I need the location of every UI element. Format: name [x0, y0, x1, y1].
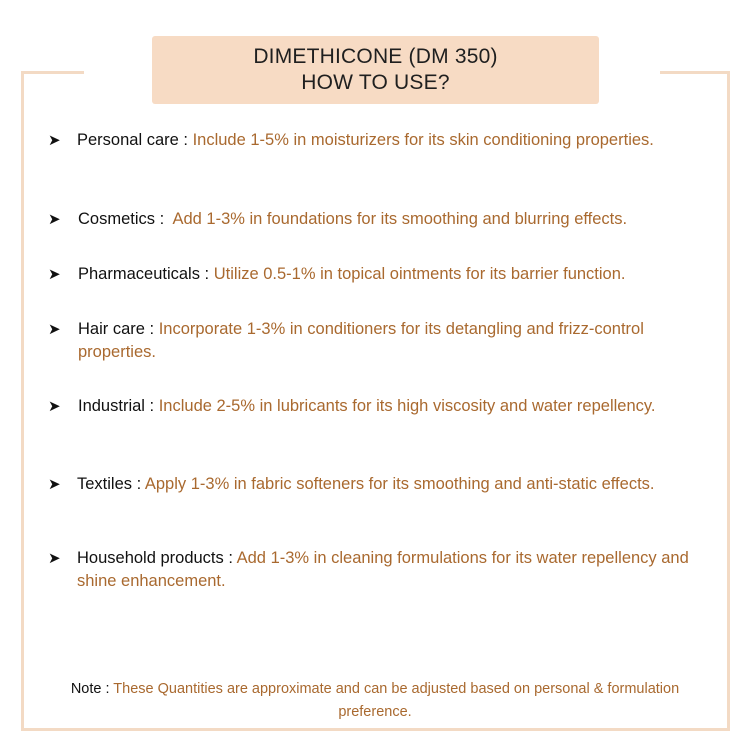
- usage-item-text: [77, 547, 720, 593]
- usage-item-description: Apply 1-3% in fabric softeners for its smoothing and anti-static effects.: [144, 475, 655, 493]
- usage-item-description: Add 1-3% in cleaning formulations for its water repellency and shine enhancement.: [77, 549, 689, 590]
- frame-top-right: [660, 71, 730, 74]
- title-line-2: HOW TO USE?: [301, 71, 450, 94]
- usage-item-text: [77, 129, 720, 152]
- arrow-right-icon: ➤: [48, 266, 61, 283]
- arrow-right-icon: ➤: [48, 550, 61, 567]
- usage-item-label: Pharmaceuticals :: [78, 265, 210, 283]
- usage-item-label: Textiles :: [77, 475, 142, 493]
- title-line-1: DIMETHICONE (DM 350): [253, 45, 498, 68]
- arrow-right-icon: ➤: [48, 398, 61, 415]
- frame-left: [21, 71, 24, 731]
- arrow-right-icon: ➤: [48, 321, 61, 338]
- frame-bottom: [21, 728, 730, 731]
- usage-item-text: [78, 395, 720, 418]
- usage-item-description: Add 1-3% in foundations for its smoothing and blurring effects.: [172, 210, 628, 228]
- usage-item-label: Household products :: [77, 549, 233, 567]
- title-banner: [152, 36, 599, 104]
- usage-item-description: Include 1-5% in moisturizers for its skin conditioning properties.: [192, 131, 654, 149]
- usage-item-label: Cosmetics :: [78, 210, 165, 228]
- usage-item-label: Personal care :: [77, 131, 188, 149]
- usage-item-text: [78, 318, 720, 364]
- footnote-label: Note :: [70, 681, 110, 697]
- usage-item-description: Incorporate 1-3% in conditioners for its detangling and frizz-control properties.: [78, 320, 644, 361]
- usage-item-text: [78, 208, 750, 231]
- usage-item-description: Include 2-5% in lubricants for its high viscosity and water repellency.: [158, 397, 656, 415]
- usage-item-label: Industrial :: [78, 397, 155, 415]
- usage-item-text: [77, 473, 720, 496]
- arrow-right-icon: ➤: [48, 476, 61, 493]
- arrow-right-icon: ➤: [48, 132, 61, 149]
- frame-right: [727, 71, 730, 731]
- usage-item-text: [78, 263, 750, 286]
- footnote: [60, 678, 690, 724]
- footnote-text: These Quantities are approximate and can be adjusted based on personal & formulation preference.: [113, 681, 680, 720]
- arrow-right-icon: ➤: [48, 211, 61, 228]
- usage-item-description: Utilize 0.5-1% in topical ointments for its barrier function.: [213, 265, 626, 283]
- frame-top-left: [21, 71, 84, 74]
- usage-item-label: Hair care :: [78, 320, 155, 338]
